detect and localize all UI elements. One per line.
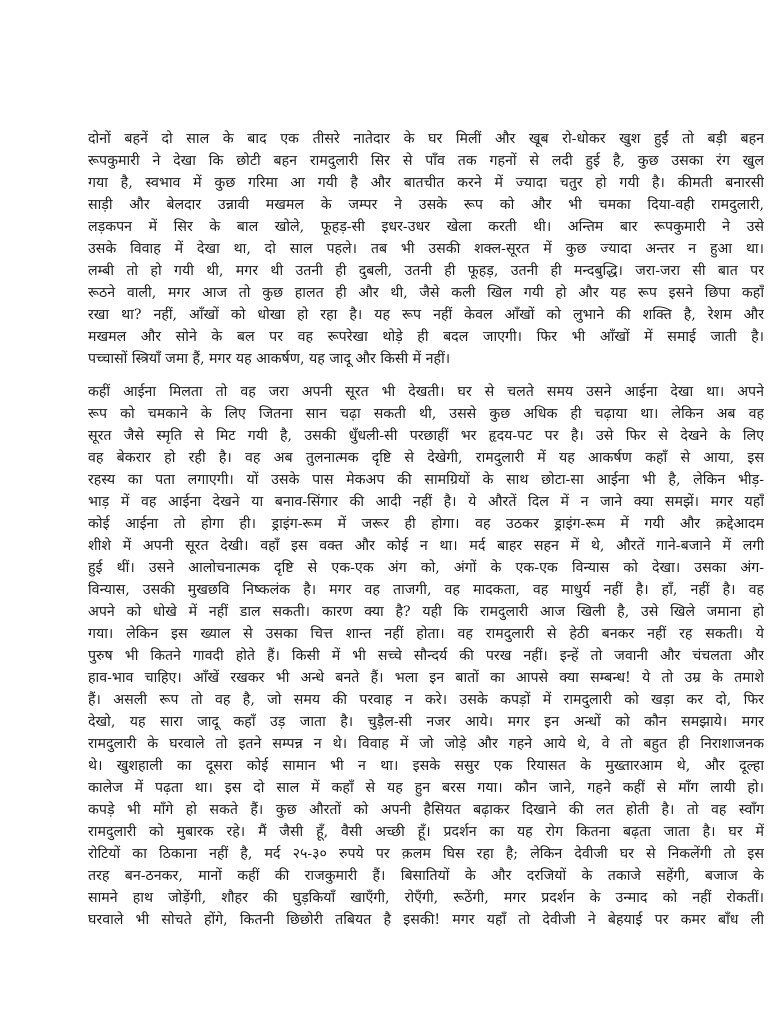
text-line: पुरुष भी कितने गावदी होते हैं। किसी में भी सच्चे सौन्दर्य की परख नहीं। इन्हें तो जवानी और चंचलता और (88, 648, 764, 664)
text-line: उसके विवाह में देखा था, दो साल पहले। तब भी उसकी शक्ल-सूरत में कुछ ज्यादा अन्तर न हुआ था। (88, 241, 764, 257)
paragraph-2 (88, 381, 764, 931)
text-line: सामने हाथ जोड़ेंगी, शौहर की घुड़कियाँ खाएँगी, रोएँगी, रूठेंगी, मगर प्रदर्शन के उन्माद को नहीं रोकतीं। (88, 890, 764, 906)
text-line: वह बेकरार हो रही है। वह अब तुलनात्मक दृष्टि से देखेगी, रामदुलारी में यह आकर्षण कहाँ से आया, इस (88, 450, 764, 466)
text-line: शीशे में अपनी सूरत देखी। वहाँ इस वक्त और कोई न था। मर्द बाहर सहन में थे, औरतें गाने-बजाने में लगी (88, 538, 764, 554)
text-line: कहीं आईना मिलता तो वह जरा अपनी सूरत भी देखती। घर से चलते समय उसने आईना देखा था। अपने (88, 384, 764, 400)
text-line: साड़ी और बेलदार उन्नावी मखमल के जम्पर ने उसके रूप को और भी चमका दिया-वही रामदुलारी, (88, 197, 764, 213)
paragraph-1 (88, 128, 764, 370)
text-line: रहस्य का पता लगाएगी। यों उसके पास मेकअप की सामग्रियों के साथ छोटा-सा आईना भी है, लेकिन भीड़- (88, 472, 764, 488)
text-line: रोटियों का ठिकाना नहीं है, मर्द २५-३० रुपये पर क़लम घिस रहा है; लेकिन देवीजी घर से निकलेंगी तो इस (88, 846, 764, 862)
text-line: दोनों बहनें दो साल के बाद एक तीसरे नातेदार के घर मिलीं और खूब रो-धोकर खुश हुईं तो बड़ी बहन (88, 131, 764, 147)
text-line: भाड़ में वह आईना देखने या बनाव-सिंगार की आदी नहीं है। ये औरतें दिल में न जाने क्या समझें। मगर यहाँ (88, 494, 764, 510)
text-line: तरह बन-ठनकर, मानों कहीं की राजकुमारी हैं। बिसातियों के और दरजियों के तकाजे सहेंगी, बजाज के (88, 868, 764, 884)
text-line: लम्बी तो हो गयी थी, मगर थी उतनी ही दुबली, उतनी ही फूहड़, उतनी ही मन्दबुद्धि। जरा-जरा सी बात पर (88, 263, 764, 279)
text-line: मखमल और सोने के बल पर वह रूपरेखा थोड़े ही बदल जाएगी। फिर भी आँखों में समाई जाती है। (88, 329, 764, 345)
text-line: रामदुलारी को मुबारक रहे। मैं जैसी हूँ, वैसी अच्छी हूँ। प्रदर्शन का यह रोग कितना बढ़ता जाता है। घर में (88, 824, 764, 840)
text-line: लड़कपन में सिर के बाल खोले, फूहड़-सी इधर-उधर खेला करती थी। अन्तिम बार रूपकुमारी ने उसे (88, 219, 764, 235)
text-line: रूठने वाली, मगर आज तो कुछ हालत ही और थी, जैसे कली खिल गयी हो और यह रूप इसने छिपा कहाँ (88, 285, 764, 301)
text-line: पच्चासों स्त्रियाँ जमा हैं, मगर यह आकर्षण, यह जादू और किसी में नहीं। (88, 351, 451, 367)
document-page (88, 128, 764, 931)
text-line: गया। लेकिन इस ख्याल से उसका चित्त शान्त नहीं होता। वह रामदुलारी से हेठी बनकर नहीं रह सकती। ये (88, 626, 764, 642)
text-line: हैं। असली रूप तो वह है, जो समय की परवाह न करे। उसके कपड़ों में रामदुलारी को खड़ा कर दो, फिर (88, 692, 764, 708)
text-line: देखो, यह सारा जादू कहाँ उड़ जाता है। चुड़ैल-सी नजर आये। मगर इन अन्धों को कौन समझाये। मगर (88, 714, 764, 730)
text-line: विन्यास, उसकी मुखछवि निष्कलंक है। मगर वह ताजगी, वह मादकता, वह माधुर्य नहीं है। हाँ, नहीं है। वह (88, 582, 764, 598)
text-line: गया है, स्वभाव में कुछ गरिमा आ गयी है और बातचीत करने में ज्यादा चतुर हो गयी है। कीमती बनारसी (88, 175, 764, 191)
text-line: कपड़े भी माँगे हो सकते हैं। कुछ औरतों को अपनी हैसियत बढ़ाकर दिखाने की लत होती है। तो वह स्वाँग (88, 802, 764, 818)
text-line: हाव-भाव चाहिए। आँखें रखकर भी अन्धे बनते हैं। भला इन बातों का आपसे क्या सम्बन्ध! ये तो उम्र के तमाशे (88, 670, 764, 686)
text-line: सूरत जैसे स्मृति से मिट गयी है, उसकी धुँधली-सी परछाहीं भर हृदय-पट पर है। उसे फिर से देखने के लिए (88, 428, 764, 444)
text-line: अपने को धोखे में नहीं डाल सकती। कारण क्या है? यही कि रामदुलारी आज खिली है, उसे खिले जमाना हो (88, 604, 764, 620)
text-line: कोई आईना तो होगा ही। ड्राइंग-रूम में जरूर ही होगा। वह उठकर ड्राइंग-रूम में गयी और क़द्देआदम (88, 516, 764, 532)
text-line: रामदुलारी के घरवाले तो इतने सम्पन्न न थे। विवाह में जो जोड़े और गहने आये थे, वे तो बहुत ही निराशाजनक (88, 736, 764, 752)
text-line: रूपकुमारी ने देखा कि छोटी बहन रामदुलारी सिर से पाँव तक गहनों से लदी हुई है, कुछ उसका रंग खुल (88, 153, 764, 169)
text-line: घरवाले भी सोचते होंगे, कितनी छिछोरी तबियत है इसकी! मगर यहाँ तो देवीजी ने बेहयाई पर कमर बाँध ली (88, 912, 764, 928)
text-line: थे। खुशहाली का दूसरा कोई सामान भी न था। इसके ससुर एक रियासत के मुख्तारआम थे, और दूल्हा (88, 758, 764, 774)
text-line: हुई थीं। उसने आलोचनात्मक दृष्टि से एक-एक अंग को, अंगों के एक-एक विन्यास को देखा। उसका अंग- (88, 560, 764, 576)
text-line: रूप को चमकाने के लिए जितना सान चढ़ा सकती थी, उससे कुछ अधिक ही चढ़ाया था। लेकिन अब वह (88, 406, 764, 422)
text-line: कालेज में पढ़ता था। इस दो साल में कहाँ से यह हुन बरस गया। कौन जाने, गहने कहीं से माँग लायी हो। (88, 780, 764, 796)
text-line: रखा था? नहीं, आँखों को धोखा हो रहा है। यह रूप नहीं केवल आँखों को लुभाने की शक्ति है, रेशम और (88, 307, 764, 323)
